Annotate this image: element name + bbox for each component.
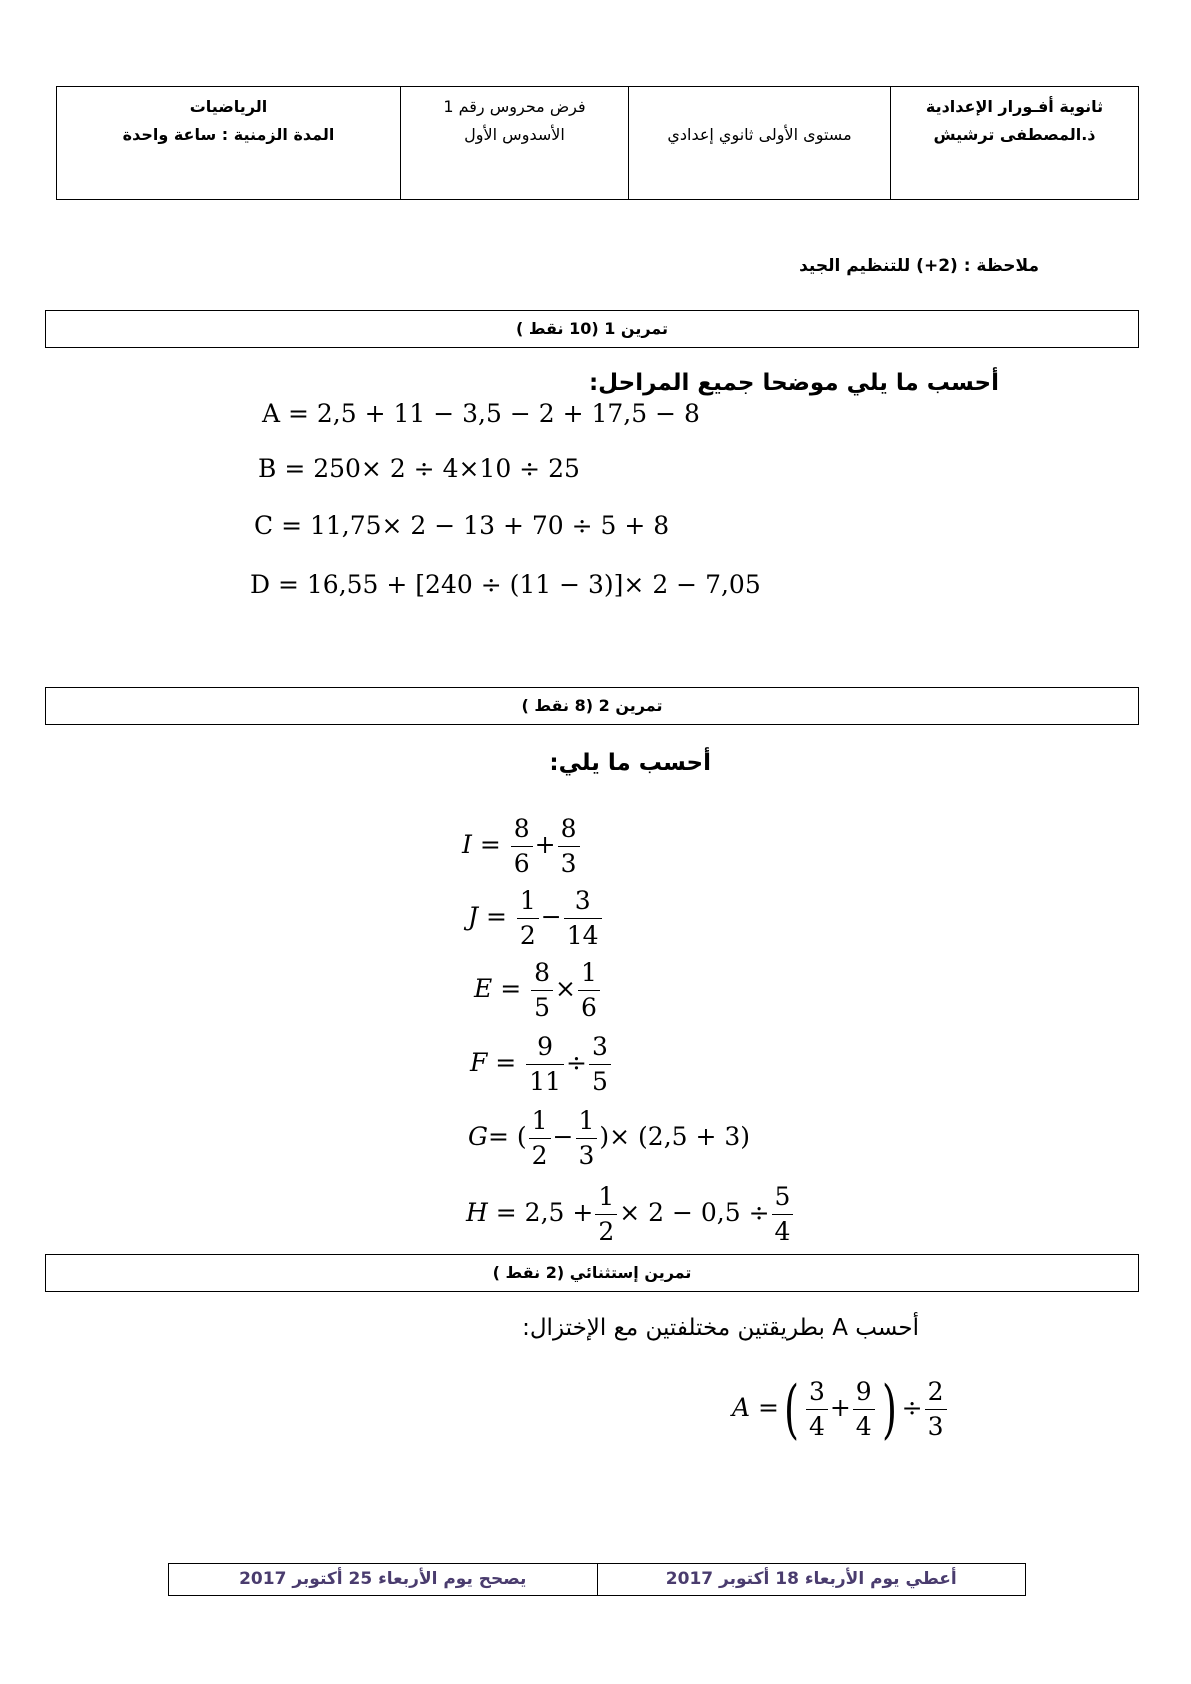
expr-B: B = 250× 2 ÷ 4×10 ÷ 25 [258, 454, 580, 483]
teacher-name: ذ.المصطفى ترشيش [933, 125, 1096, 144]
duration: المدة الزمنية : ساعة واحدة [122, 125, 335, 144]
expr-E: E = $\frac{8}{5}$ × $\frac{1}{6}$ [474, 956, 602, 1025]
exercise-2-instruction: أحسب ما يلي: [549, 750, 711, 776]
frac: $\frac{1}{3}$ [576, 1104, 598, 1173]
level: مستوى الأولى ثانوي إعدادي [667, 125, 852, 144]
footer-table [168, 1563, 1026, 1596]
frac: $\frac{8}{5}$ [531, 956, 553, 1025]
frac: $\frac{2}{3}$ [925, 1375, 947, 1444]
frac: $\frac{3}{14}$ [564, 884, 602, 953]
expr-A-bonus: A =( $\frac{3}{4}$ + $\frac{9}{4}$ ) ÷ $\frac{2}{3}$ [732, 1375, 949, 1444]
frac: $\frac{9}{11}$ [526, 1030, 564, 1099]
frac: $\frac{1}{2}$ [595, 1180, 617, 1249]
header-school-cell [890, 87, 1138, 199]
header-level-cell [628, 87, 890, 199]
frac: $\frac{1}{2}$ [529, 1104, 551, 1173]
exercise-1-title: تمرين 1 (10 نقط ) [45, 310, 1139, 348]
expr-C: C = 11,75× 2 − 13 + 70 ÷ 5 + 8 [254, 511, 670, 540]
expr-G: G= ( $\frac{1}{2}$ − $\frac{1}{3}$ )× (2,5 + 3) [468, 1104, 750, 1173]
frac: $\frac{5}{4}$ [772, 1180, 794, 1249]
subject: الرياضيات [189, 97, 268, 116]
expr-I: I = $\frac{8}{6}$ + $\frac{8}{3}$ [462, 812, 582, 881]
correction-date: يصحح يوم الأربعاء 25 أكتوبر 2017 [239, 1569, 527, 1589]
header-exam-cell [400, 87, 628, 199]
frac: $\frac{8}{3}$ [558, 812, 580, 881]
frac: $\frac{1}{6}$ [578, 956, 600, 1025]
expr-D: D = 16,55 + [240 ÷ (11 − 3)]× 2 − 7,05 [250, 570, 761, 599]
header-subject-cell [57, 87, 400, 199]
exam-title: فرض محروس رقم 1 [443, 97, 586, 116]
frac: $\frac{9}{4}$ [853, 1375, 875, 1444]
expr-A: A = 2,5 + 11 − 3,5 − 2 + 17,5 − 8 [262, 399, 700, 428]
given-date: أعطي يوم الأربعاء 18 أكتوبر 2017 [597, 1564, 1026, 1595]
frac: $\frac{3}{4}$ [806, 1375, 828, 1444]
frac: $\frac{8}{6}$ [511, 812, 533, 881]
exercise-3-instruction: أحسب A بطريقتين مختلفتين مع الإختزال: [522, 1315, 919, 1341]
exercise-2-title: تمرين 2 (8 نقط ) [45, 687, 1139, 725]
exercise-3-title: تمرين إستثنائي (2 نقط ) [45, 1254, 1139, 1292]
frac: $\frac{3}{5}$ [589, 1030, 611, 1099]
grading-note: ملاحظة : (2+) للتنظيم الجيد [799, 256, 1039, 276]
school-name: ثانوية أفـورار الإعدادية [925, 97, 1104, 116]
header-table [56, 86, 1139, 200]
frac: $\frac{1}{2}$ [517, 884, 539, 953]
expr-H: H = 2,5 + $\frac{1}{2}$ × 2 − 0,5 ÷ $\frac{5}{4}$ [466, 1180, 795, 1249]
expr-J: J = $\frac{1}{2}$ − $\frac{3}{14}$ [468, 884, 604, 953]
expr-F: F = $\frac{9}{11}$ ÷ $\frac{3}{5}$ [470, 1030, 613, 1099]
exercise-1-instruction: أحسب ما يلي موضحا جميع المراحل: [588, 370, 999, 396]
semester: الأسدوس الأول [464, 125, 565, 144]
